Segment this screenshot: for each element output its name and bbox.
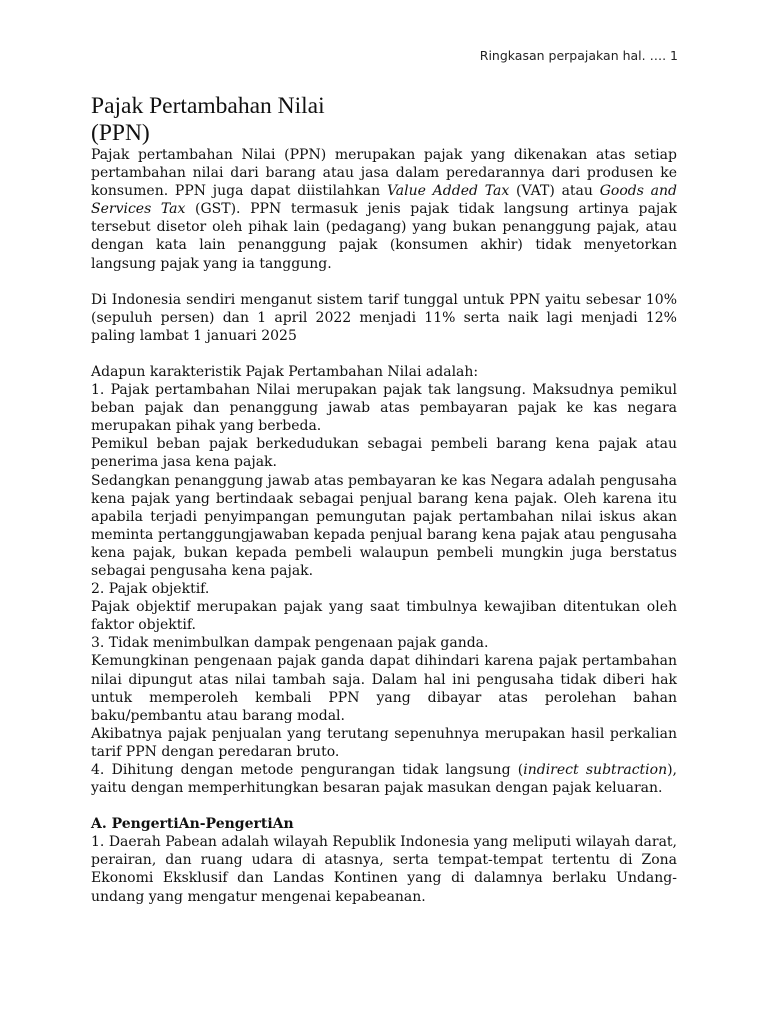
- indirect-subtraction-term: indirect subtraction: [523, 762, 668, 778]
- characteristic-item-4: [91, 761, 677, 797]
- section-a-heading: A. PengertiAn-PengertiAn: [91, 816, 294, 833]
- characteristic-item-3: 3. Tidak menimbulkan dampak pengenaan pajak ganda.: [91, 635, 489, 652]
- spacer: [91, 345, 677, 363]
- section-a-item-1: 1. Daerah Pabean adalah wilayah Republik Indonesia yang meliputi wilayah darat, perairan, dan ruang udara di atasnya, serta tempat-tempat tertentu di Zona Ekonomi Eksklusif dan Landas Kontinen yang di dalamnya berlaku Undang-undang yang mengatur mengenai kepabeanan.: [91, 834, 677, 905]
- intro-text-c: (GST). PPN termasuk jenis pajak tidak langsung artinya pajak tersebut disetor oleh pihak lain (pedagang) yang bukan penanggung pajak, atau dengan kata lain penanggung pajak (konsumen akhir) tidak menyetorkan langsung pajak yang ia tanggung.: [91, 201, 677, 272]
- characteristics-intro: Adapun karakteristik Pajak Pertambahan Nilai adalah:: [91, 363, 479, 380]
- page-title: [91, 93, 325, 147]
- characteristic-item-1-para-2: Pemikul beban pajak berkedudukan sebagai pembeli barang kena pajak atau penerima jasa kena pajak.: [91, 436, 677, 471]
- characteristic-item-2: 2. Pajak objektif.: [91, 581, 210, 598]
- title-line-2: (PPN): [91, 120, 150, 146]
- title-line-1: Pajak Pertambahan Nilai: [91, 93, 325, 119]
- characteristic-item-1: 1. Pajak pertambahan Nilai merupakan pajak tak langsung. Maksudnya pemikul beban pajak dan penanggung jawab atas pembayaran pajak ke kas negara merupakan pihak yang berbeda.: [91, 382, 677, 435]
- document-body: [91, 146, 677, 906]
- spacer: [91, 797, 677, 815]
- characteristic-item-3-para-1: Kemungkinan pengenaan pajak ganda dapat dihindari karena pajak pertambahan nilai dipungut atas nilai tambah saja. Dalam hal ini pengusaha tidak diberi hak untuk memperoleh kembali PPN yang dibayar atas perolehan bahan baku/pembantu atau barang modal.: [91, 653, 677, 724]
- characteristic-item-3-para-2: Akibatnya pajak penjualan yang terutang sepenuhnya merupakan hasil perkalian tarif PPN dengan peredaran bruto.: [91, 725, 677, 760]
- item4-text-a: 4. Dihitung dengan metode pengurangan tidak langsung (: [91, 762, 524, 778]
- characteristic-item-1-para-3: Sedangkan penanggung jawab atas pembayaran ke kas Negara adalah pengusaha kena pajak yang bertindaak sebagai penjual barang kena pajak. Oleh karena itu apabila terjadi penyimpangan pemungutan pajak pertambahan nilai iskus akan meminta pertanggungjawaban kepada penjual barang kena pajak atau pengusaha kena pajak, bukan kepada pembeli walaupun pembeli mungkin juga berstatus sebagai pengusaha kena pajak.: [91, 472, 677, 579]
- vat-term: Value Added Tax: [386, 183, 510, 200]
- characteristic-item-2-para: Pajak objektif merupakan pajak yang saat timbulnya kewajiban ditentukan oleh faktor objektif.: [91, 599, 677, 634]
- intro-text-b: (VAT) atau: [509, 183, 600, 200]
- item4-text-b: ), yaitu dengan memperhitungkan besaran pajak masukan dengan pajak keluaran.: [91, 762, 678, 797]
- intro-text-a: Pajak pertambahan Nilai (PPN) merupakan pajak yang dikenakan atas setiap pertambahan nilai dari barang atau jasa dalam peredarannya dari produsen ke konsumen. PPN juga dapat diistilahkan: [91, 147, 677, 200]
- gst-term: Goods and Services Tax: [91, 183, 677, 218]
- spacer: [91, 273, 677, 291]
- page-header: Ringkasan perpajakan hal. …. 1: [479, 48, 678, 63]
- intro-paragraph-1: [91, 146, 677, 273]
- intro-paragraph-2: Di Indonesia sendiri menganut sistem tarif tunggal untuk PPN yaitu sebesar 10% (sepuluh persen) dan 1 april 2022 menjadi 11% serta naik lagi menjadi 12% paling lambat 1 januari 2025: [91, 291, 677, 344]
